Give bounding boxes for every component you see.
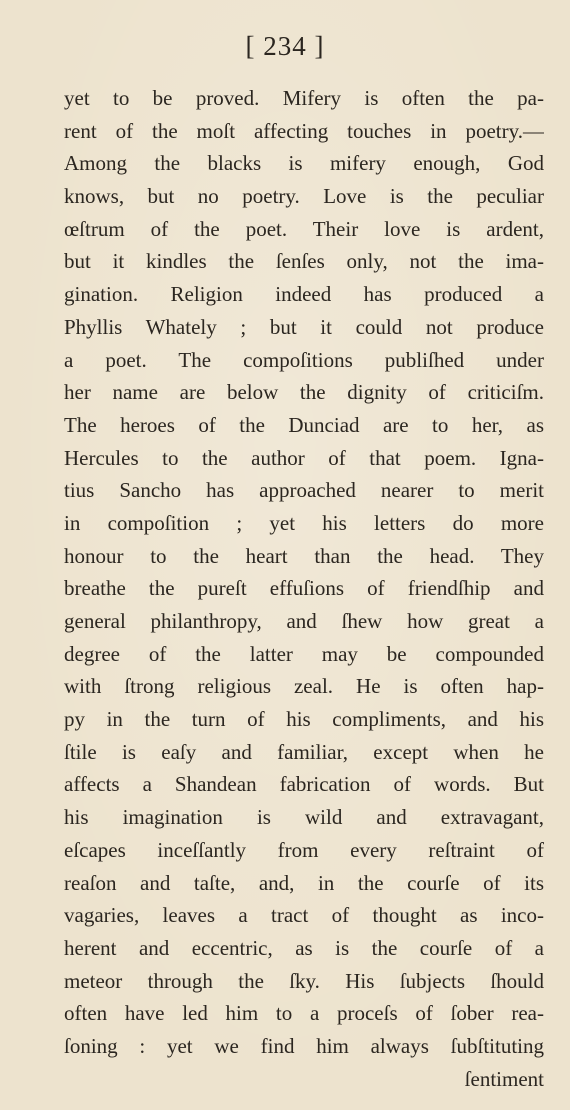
text-line: herent and eccentric, as is the courſe of a <box>64 935 544 960</box>
text-line: often have led him to a proceſs of ſober rea- <box>64 1001 544 1026</box>
text-line: meteor through the ſky. His ſubjects ſhould <box>64 968 544 993</box>
text-line: degree of the latter may be compounded <box>64 641 544 666</box>
text-line: The heroes of the Dunciad are to her, as <box>64 412 544 437</box>
text-line: with ſtrong religious zeal. He is often hap- <box>64 674 544 699</box>
text-line: gination. Religion indeed has produced a <box>64 282 544 307</box>
text-line: yet to be proved. Mifery is often the pa- <box>64 86 544 110</box>
text-line: general philanthropy, and ſhew how great a <box>64 609 544 633</box>
text-line: eſcapes inceſſantly from every reſtraint of <box>64 837 544 862</box>
text-line: Phyllis Whately ; but it could not produce <box>64 314 544 339</box>
text-line: knows, but no poetry. Love is the peculiar <box>64 184 544 209</box>
text-line: ſtile is eaſy and familiar, except when he <box>64 739 544 764</box>
text-line: py in the turn of his compliments, and his <box>64 707 544 732</box>
text-line: his imagination is wild and extravagant, <box>64 805 544 830</box>
text-line: her name are below the dignity of criticiſm. <box>64 380 544 405</box>
text-line: Among the blacks is mifery enough, God <box>64 151 544 176</box>
body-text <box>64 82 544 1095</box>
text-line: ſoning : yet we find him always ſubſtituting <box>64 1033 544 1058</box>
text-line: tius Sancho has approached nearer to merit <box>64 478 544 503</box>
text-line: affects a Shandean fabrication of words. But <box>64 772 544 797</box>
text-line: reaſon and taſte, and, in the courſe of its <box>64 870 544 895</box>
text-line: but it kindles the ſenſes only, not the ima- <box>64 249 544 274</box>
text-line: in compoſition ; yet his letters do more <box>64 510 544 535</box>
text-line: breathe the pureſt effuſions of friendſhip and <box>64 576 544 601</box>
text-line: vagaries, leaves a tract of thought as inco- <box>64 903 544 928</box>
text-line: honour to the heart than the head. They <box>64 543 544 568</box>
text-line: a poet. The compoſitions publiſhed under <box>64 347 544 372</box>
text-line: œſtrum of the poet. Their love is ardent, <box>64 216 544 241</box>
catchword: ſentiment <box>464 1066 544 1091</box>
text-line: Hercules to the author of that poem. Igna- <box>64 445 544 470</box>
page-number: [ 234 ] <box>245 31 325 61</box>
text-line: rent of the moſt affecting touches in poetry.— <box>64 118 544 143</box>
